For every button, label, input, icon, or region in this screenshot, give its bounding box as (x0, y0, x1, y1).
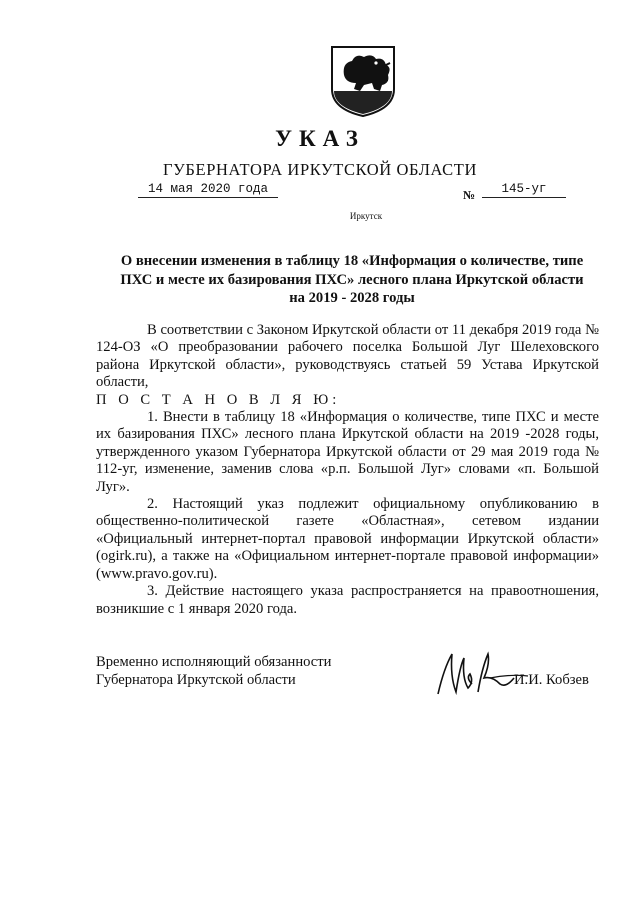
heading-line: ПХС и месте их базирования ПХС» лесного плана Иркутской области (120, 271, 584, 288)
signer-position (96, 654, 331, 690)
number-sign: № (463, 188, 476, 202)
signer-position-line: Губернатора Иркутской области (96, 671, 296, 688)
document-number: 145-уг (482, 182, 566, 198)
signer-name: И.И. Кобзев (514, 672, 589, 688)
document-body (96, 322, 599, 618)
item-3-paragraph: 3. Действие настоящего указа распространяется на правоотношения, возникшие с 1 января 2020 года. (96, 583, 599, 617)
document-date: 14 мая 2020 года (138, 182, 278, 198)
issuer-subtitle: ГУБЕРНАТОРА ИРКУТСКОЙ ОБЛАСТИ (163, 160, 477, 179)
coat-of-arms-emblem (330, 45, 396, 117)
heading-line: О внесении изменения в таблицу 18 «Информация о количестве, типе (120, 253, 584, 269)
preamble-paragraph: В соответствии с Законом Иркутской области от 11 декабря 2019 года № 124-ОЗ «О преобразовании рабочего поселка Большой Луг Шелеховского района Иркутской области», руководствуясь статьей 59 Устава Иркутской области, (96, 322, 599, 391)
decree-word: П О С Т А Н О В Л Я Ю: (96, 391, 341, 408)
signer-position-line: Временно исполняющий обязанности (96, 654, 332, 670)
item-1-paragraph: 1. Внести в таблицу 18 «Информация о количестве, типе ПХС и месте их базирования ПХС» лесного плана Иркутской области на 2019 -2028 годы, утвержденного указом Губернатора Иркутской области от 29 мая 2019 года № 112-уг, изменение, заменив слова «р.п. Большой Луг» словами «п. Большой Луг». (96, 409, 599, 495)
document-type-title: УКАЗ (275, 126, 365, 151)
heading-line: на 2019 - 2028 годы (289, 290, 415, 306)
document-heading (96, 252, 608, 308)
city-label: Иркутск (349, 211, 383, 221)
item-2-paragraph: 2. Настоящий указ подлежит официальному опубликованию в общественно-политической газете «Областная», сетевом издании «Официальный интернет-портал правовой информации Иркутской области» (ogirk.ru), а также на «Официальном интернет-портале правовой информации» (www.pravo.gov.ru). (96, 496, 599, 582)
